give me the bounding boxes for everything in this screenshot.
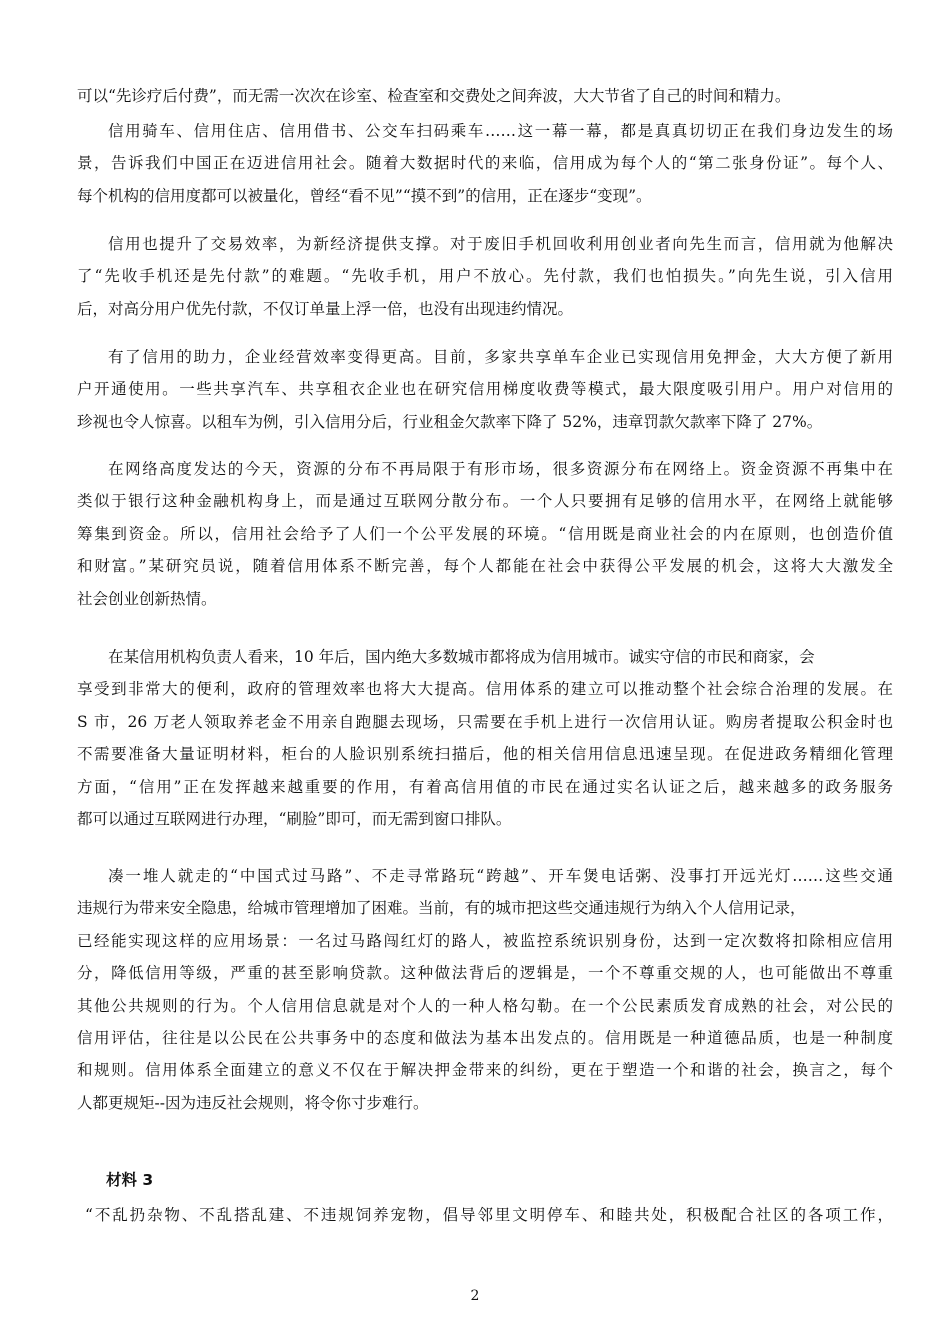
text-line: 类似于银行这种金融机构身上，而是通过互联网分散分布。一个人只要拥有足够的信用水平，在网络上就能够 — [77, 492, 893, 511]
paragraph-6 — [77, 641, 893, 835]
text-line: 在网络高度发达的今天，资源的分布不再局限于有形市场，很多资源分布在网络上。资金资源不再集中在 — [108, 460, 893, 478]
text-line: S 市，26 万老人领取养老金不用亲自跑腿去现场，只需要在手机上进行一次信用认证。购房者提取公积金时也 — [77, 712, 893, 731]
text-line: 都可以通过互联网进行办理，“刷脸”即可，而无需到窗口排队。 — [77, 809, 512, 828]
text-line: 了“先收手机还是先付款”的难题。“先收手机，用户不放心。先付款，我们也怕损失。”向先生说，引入信用 — [77, 267, 893, 286]
section-heading: 材料 3 — [106, 1171, 154, 1189]
text-line: 凑一堆人就走的“中国式过马路”、不走寻常路玩“跨越”、开车煲电话粥、没事打开远光灯……这些交通 — [108, 867, 893, 885]
paragraph-5 — [77, 453, 893, 615]
text-line: 信用也提升了交易效率，为新经济提供支撑。对于废旧手机回收利用创业者向先生而言，信用就为他解决 — [108, 235, 893, 253]
text-line: 已经能实现这样的应用场景：一名过马路闯红灯的路人，被监控系统识别身份，达到一定次数将扣除相应信用 — [77, 931, 893, 950]
paragraph-8 — [77, 1199, 893, 1231]
text-line: “不乱扔杂物、不乱搭乱建、不违规饲养宠物，倡导邻里文明停车、和睦共处，积极配合社区的各项工作， — [85, 1206, 893, 1224]
paragraph-1 — [77, 80, 893, 112]
text-line: 筹集到资金。所以，信用社会给予了人们一个公平发展的环境。“信用既是商业社会的内在原则，也创造价值 — [77, 524, 893, 543]
text-line: 信用骑车、信用住店、信用借书、公交车扫码乘车……这一幕一幕，都是真真切切正在我们身边发生的场 — [108, 122, 893, 140]
text-line: 后，对高分用户优先付款，不仅订单量上浮一倍，也没有出现违约情况。 — [77, 299, 574, 318]
text-line: 不需要准备大量证明材料，柜台的人脸识别系统扫描后，他的相关信用信息迅速呈现。在促进政务精细化管理 — [77, 745, 893, 764]
text-line: 有了信用的助力，企业经营效率变得更高。目前，多家共享单车企业已实现信用免押金，大大方便了新用 — [108, 348, 893, 366]
text-line: 在某信用机构负责人看来，10 年后，国内绝大多数城市都将成为信用城市。诚实守信的市民和商家，会 — [108, 648, 815, 666]
text-line: 珍视也令人惊喜。以租车为例，引入信用分后，行业租金欠款率下降了 52%，违章罚款欠款率下降了 27%。 — [77, 412, 823, 431]
text-line: 信用评估，往往是以公民在公共事务中的态度和做法为基本出发点的。信用既是一种道德品质，也是一种制度 — [77, 1028, 893, 1047]
text-line: 和财富。”某研究员说，随着信用体系不断完善，每个人都能在社会中获得公平发展的机会，这将大大激发全 — [77, 557, 893, 576]
text-line: 分，降低信用等级，严重的甚至影响贷款。这种做法背后的逻辑是，一个不尊重交规的人，也可能做出不尊重 — [77, 964, 893, 983]
paragraph-4 — [77, 341, 893, 438]
text-line: 享受到非常大的便利，政府的管理效率也将大大提高。信用体系的建立可以推动整个社会综合治理的发展。在 — [77, 680, 893, 699]
text-line: 其他公共规则的行为。个人信用信息就是对个人的一种人格勾勒。在一个公民素质发育成熟的社会，对公民的 — [77, 996, 893, 1015]
text-line: 违规行为带来安全隐患，给城市管理增加了困难。当前，有的城市把这些交通违规行为纳入个人信用记录， — [77, 899, 806, 918]
text-line: 每个机构的信用度都可以被量化，曾经“看不见”“摸不到”的信用，正在逐步“变现”。 — [77, 186, 652, 205]
text-line: 景，告诉我们中国正在迈进信用社会。随着大数据时代的来临，信用成为每个人的“第二张身份证”。每个人、 — [77, 154, 893, 173]
text-line: 可以“先诊疗后付费”，而无需一次次在诊室、检查室和交费处之间奔波，大大节省了自己的时间和精力。 — [77, 87, 791, 105]
paragraph-3 — [77, 228, 893, 325]
page-number: 2 — [470, 1288, 480, 1304]
text-line: 社会创业创新热情。 — [77, 589, 217, 608]
text-line: 方面，“信用”正在发挥越来越重要的作用，有着高信用值的市民在通过实名认证之后，越来越多的政务服务 — [77, 777, 893, 796]
text-line: 和规则。信用体系全面建立的意义不仅在于解决押金带来的纠纷，更在于塑造一个和谐的社会，换言之，每个 — [77, 1061, 893, 1080]
paragraph-7 — [77, 860, 893, 1119]
text-line: 人都更规矩--因为违反社会规则，将令你寸步难行。 — [77, 1093, 429, 1112]
paragraph-2 — [77, 115, 893, 212]
text-line: 户开通使用。一些共享汽车、共享租衣企业也在研究信用梯度收费等模式，最大限度吸引用户。用户对信用的 — [77, 380, 893, 399]
